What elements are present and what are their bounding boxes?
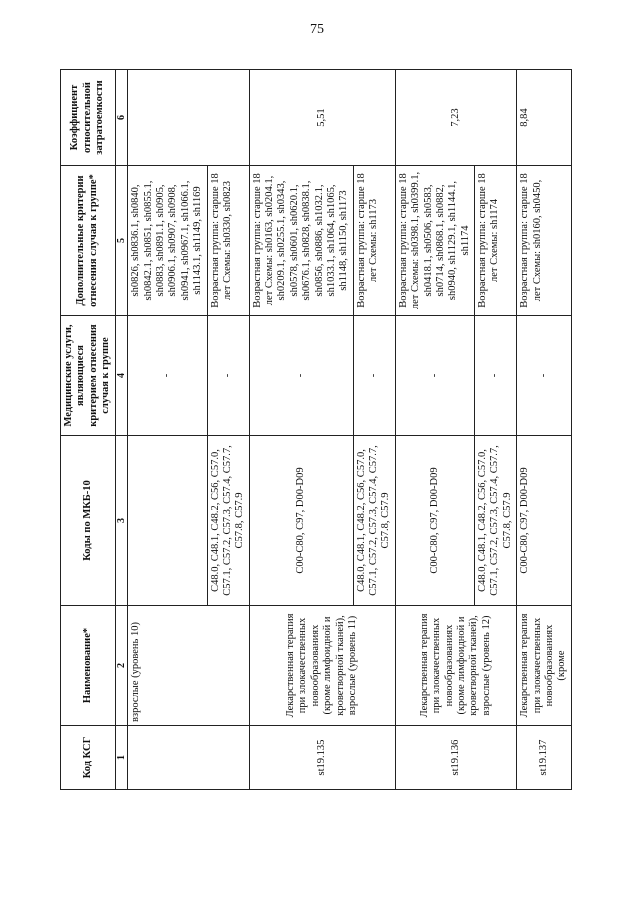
services-cell: - (475, 316, 517, 436)
table-row (395, 70, 474, 790)
criteria-cell: Возрастная группа: старше 18 лет Схемы: sh1173 (353, 166, 395, 316)
header-coefficient: Коэффициент относительной затратоемкости (61, 70, 116, 166)
header-criteria: Дополнительные критерии отнесения случая к группе* (61, 166, 116, 316)
column-number: 4 (115, 316, 128, 436)
column-numbers-row (115, 70, 128, 790)
header-icd: Коды по МКБ-10 (61, 436, 116, 606)
criteria-cell: Возрастная группа: старше 18 лет Схемы: sh0163, sh0204.1, sh0209.1, sh0255.1, sh0343, sh0578, sh0601, sh0620.1, sh0676.1, sh0828, sh0838.1, sh0856, sh0886, sh1032.1, sh1033.1, sh1064, sh1065, sh1148, sh1150, sh1173 (249, 166, 353, 316)
icd-cell: C00-C80, C97, D00-D09 (395, 436, 474, 606)
services-cell: - (249, 316, 353, 436)
header-services: Медицинские услуги, являющиеся критерием отнесения случая к группе (61, 316, 116, 436)
services-cell: - (353, 316, 395, 436)
icd-cell: C48.0, C48.1, C48.2, C56, C57.0, C57.1, C57.2, C57.3, C57.4, C57.7, C57.8, C57.9 (353, 436, 395, 606)
ksg-code-cell: st19.135 (249, 726, 395, 790)
services-cell: - (395, 316, 474, 436)
icd-cell: C00-C80, C97, D00-D09 (517, 436, 572, 606)
criteria-cell: Возрастная группа: старше 18 лет Схемы: sh0398.1, sh0399.1, sh0418.1, sh0506, sh0583, sh0714, sh0868.1, sh0882, sh0940, sh1129.1, sh1144.1, sh1174 (395, 166, 474, 316)
header-name: Наименование* (61, 606, 116, 726)
services-cell: - (207, 316, 249, 436)
column-number: 5 (115, 166, 128, 316)
coefficient-cell: 5,51 (249, 70, 395, 166)
services-cell: - (128, 316, 207, 436)
criteria-cell: sh0826, sh0836.1, sh0840, sh0842.1, sh0851, sh0855.1, sh0883, sh0891.1, sh0905, sh0906.1, sh0907, sh0908, sh0941, sh0967.1, sh1066.1, sh1143.1, sh1149, sh1169 (128, 166, 207, 316)
column-number: 3 (115, 436, 128, 606)
coefficient-cell (128, 70, 249, 166)
column-number: 2 (115, 606, 128, 726)
criteria-cell: Возрастная группа: старше 18 лет Схемы: sh0330, sh0823 (207, 166, 249, 316)
ksg-table (60, 69, 572, 790)
column-number: 1 (115, 726, 128, 790)
icd-cell: C48.0, C48.1, C48.2, C56, C57.0, C57.1, C57.2, C57.3, C57.4, C57.7, C57.8, C57.9 (475, 436, 517, 606)
ksg-code-cell: st19.136 (395, 726, 516, 790)
name-cell: взрослые (уровень 10) (128, 606, 249, 726)
page-number: 75 (310, 22, 324, 37)
rotated-table-wrapper (60, 70, 620, 790)
header-row (61, 70, 116, 790)
coefficient-cell: 7,23 (395, 70, 516, 166)
header-code: Код КСГ (61, 726, 116, 790)
table-row (517, 70, 572, 790)
table-row (128, 70, 207, 790)
icd-cell: C48.0, C48.1, C48.2, C56, C57.0, C57.1, C57.2, C57.3, C57.4, C57.7, C57.8, C57.9 (207, 436, 249, 606)
ksg-code-cell (128, 726, 249, 790)
ksg-code-cell: st19.137 (517, 726, 572, 790)
column-number: 6 (115, 70, 128, 166)
icd-cell (128, 436, 207, 606)
name-cell: Лекарственная терапия при злокачественных новообразованиях (кроме лимфоидной и кроветворной тканей), взрослые (уровень 11) (249, 606, 395, 726)
coefficient-cell: 8,84 (517, 70, 572, 166)
icd-cell: C00-C80, C97, D00-D09 (249, 436, 353, 606)
services-cell: - (517, 316, 572, 436)
name-cell: Лекарственная терапия при злокачественных новообразованиях (кроме лимфоидной и кроветворной тканей), взрослые (уровень 12) (395, 606, 516, 726)
name-cell: Лекарственная терапия при злокачественных новообразованиях (кроме (517, 606, 572, 726)
table-row (249, 70, 353, 790)
criteria-cell: Возрастная группа: старше 18 лет Схемы: sh1174 (475, 166, 517, 316)
criteria-cell: Возрастная группа: старше 18 лет Схемы: sh0160, sh0450, (517, 166, 572, 316)
